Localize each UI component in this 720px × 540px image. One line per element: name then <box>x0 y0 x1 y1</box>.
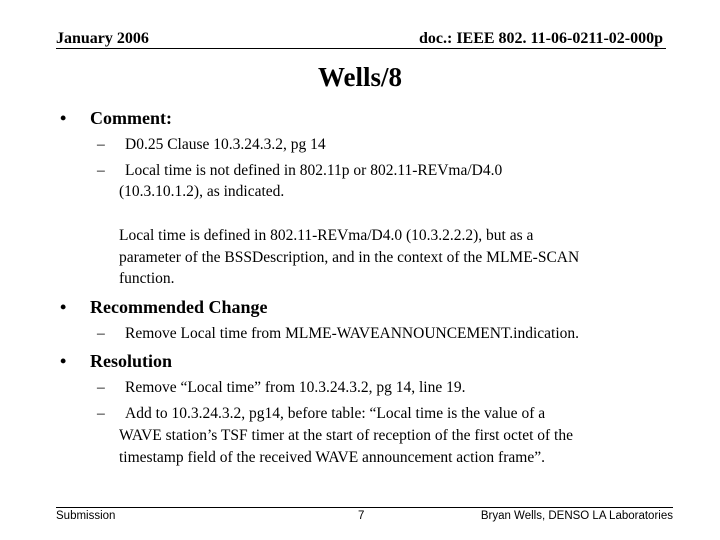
footer-submission: Submission <box>56 510 116 522</box>
dash-icon: – <box>97 405 105 422</box>
comment-para-line-1: Local time is defined in 802.11-REVma/D4.0 (10.3.2.2.2), but as a <box>119 227 534 244</box>
recommended-item-1 <box>97 325 579 343</box>
resolution-item-1 <box>97 379 466 397</box>
header-date: January 2006 <box>56 30 149 47</box>
dash-icon: – <box>97 136 105 153</box>
resolution-label: Resolution <box>90 351 173 371</box>
header-doc-id: doc.: IEEE 802. 11-06-0211-02-000p <box>418 30 663 47</box>
comment-para-line-2: parameter of the BSSDescription, and in the context of the MLME-SCAN <box>119 249 580 266</box>
bullet-icon: • <box>60 297 67 317</box>
header-divider <box>56 48 666 49</box>
bullet-icon: • <box>60 351 67 371</box>
resolution-item-2-line-2: WAVE station’s TSF timer at the start of reception of the first octet of the <box>119 427 573 444</box>
bullet-comment <box>60 108 172 129</box>
comment-item-1-text: D0.25 Clause 10.3.24.3.2, pg 14 <box>125 136 326 153</box>
bullet-resolution <box>60 351 172 372</box>
comment-item-1 <box>97 136 326 154</box>
resolution-item-1-text: Remove “Local time” from 10.3.24.3.2, pg 14, line 19. <box>125 379 466 396</box>
comment-para-line-3: function. <box>119 270 175 287</box>
recommended-item-1-text: Remove Local time from MLME-WAVEANNOUNCEMENT.indication. <box>125 325 580 342</box>
comment-item-2-line-1: Local time is not defined in 802.11p or 802.11-REVma/D4.0 <box>125 162 503 179</box>
recommended-label: Recommended Change <box>90 297 268 317</box>
dash-icon: – <box>97 325 105 342</box>
resolution-item-2-line-3: timestamp field of the received WAVE announcement action frame”. <box>119 449 545 466</box>
bullet-icon: • <box>60 108 67 128</box>
bullet-recommended-change <box>60 297 268 318</box>
footer-author: Bryan Wells, DENSO LA Laboratories <box>480 510 673 522</box>
dash-icon: – <box>97 379 105 396</box>
comment-label: Comment: <box>90 108 172 128</box>
resolution-item-2 <box>97 405 545 423</box>
footer-page-number: 7 <box>358 510 365 522</box>
dash-icon: – <box>97 162 105 179</box>
resolution-item-2-line-1: Add to 10.3.24.3.2, pg14, before table: “Local time is the value of a <box>125 405 546 422</box>
comment-item-2-line-2: (10.3.10.1.2), as indicated. <box>119 183 285 200</box>
footer-divider <box>56 507 673 508</box>
slide-title: Wells/8 <box>317 62 402 92</box>
comment-item-2 <box>97 162 502 180</box>
